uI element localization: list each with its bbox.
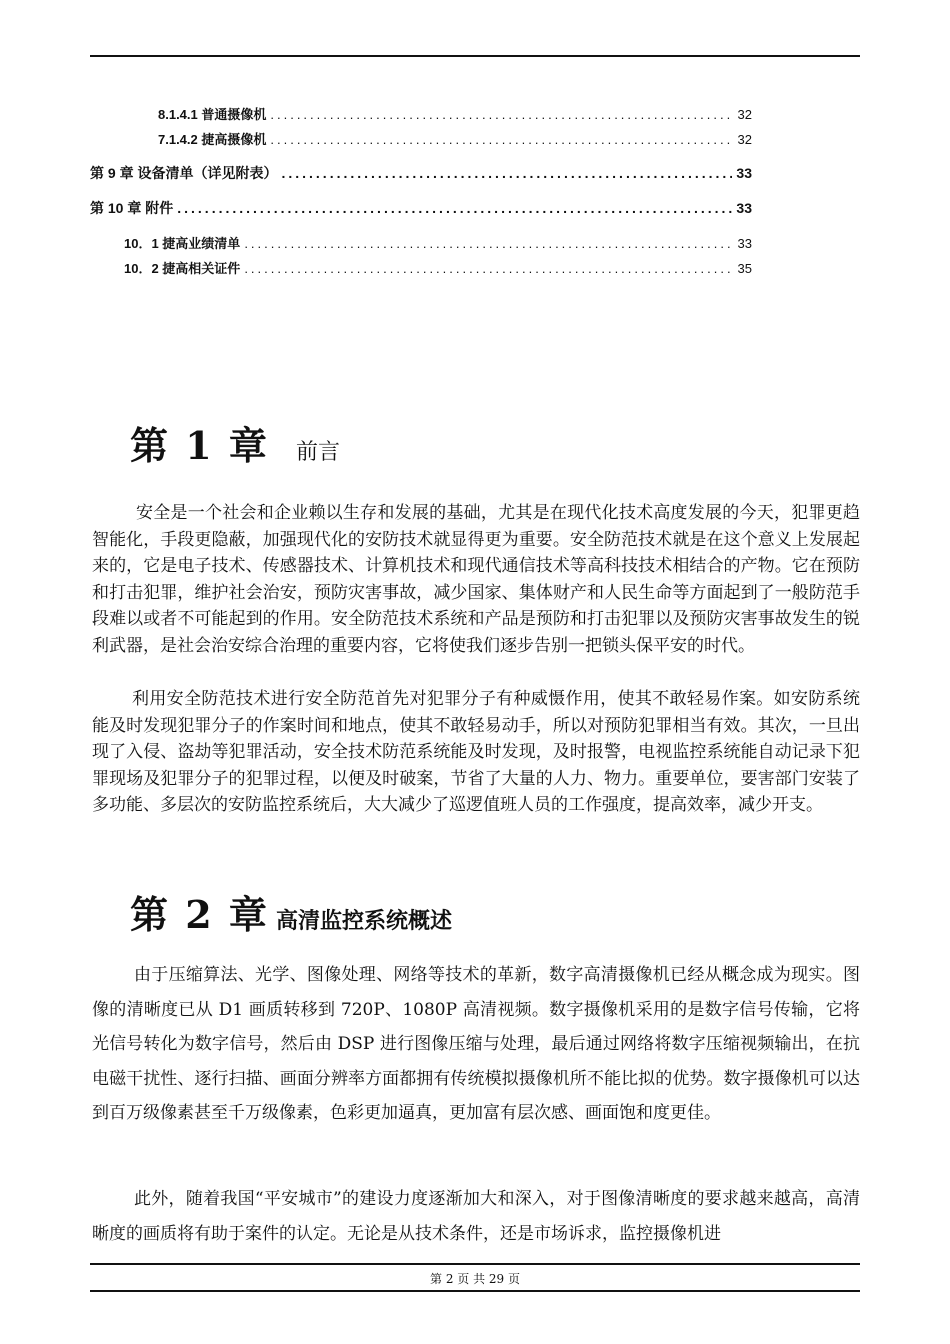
- toc-leader-dots: [270, 132, 733, 147]
- toc-entry-page: 33: [737, 236, 752, 251]
- toc-entry[interactable]: [124, 258, 752, 277]
- footer-rule: [90, 1263, 860, 1265]
- chapter-2-paragraph-2: 此外，随着我国“平安城市”的建设力度逐渐加大和深入，对于图像清晰度的要求越来越高，高清晰度的画质将有助于案件的认定。无论是从技术条件，还是市场诉求，监控摄像机进: [92, 1189, 860, 1244]
- toc-entry-page: 33: [736, 165, 752, 181]
- toc-entry-page: 32: [737, 107, 752, 122]
- chapter-1-heading: [130, 415, 340, 470]
- toc-entry-title: 10．2 捷高相关证件: [124, 261, 241, 276]
- toc-leader-dots: [244, 236, 733, 251]
- toc-entry-title: 8.1.4.1 普通摄像机: [158, 107, 267, 122]
- toc-entry-page: 32: [737, 132, 752, 147]
- toc-entry[interactable]: [124, 233, 752, 252]
- toc-entry-title: 10．1 捷高业绩清单: [124, 236, 241, 251]
- chapter-title: 高清监控系统概述: [276, 909, 453, 934]
- chapter-2-heading: [130, 884, 452, 939]
- chapter-2-paragraph-1: 由于压缩算法、光学、图像处理、网络等技术的革新，数字高清摄像机已经从概念成为现实。图像的清晰度已从 D1 画质转移到 720P、1080P 高清视频。数字摄像机采用的是数字信号传输，它将光信号转化为数字信号，然后由 DSP 进行图像压缩与处理，最后通过网络将数字压缩视频输出，在抗电磁干扰性、逐行扫描、画面分辨率方面都拥有传统模拟摄像机所不能比拟的优势。数字摄像机可以达到百万级像素甚至千万级像素，色彩更加逼真，更加富有层次感、画面饱和度更佳。: [92, 965, 860, 1123]
- toc-entry[interactable]: [90, 198, 752, 218]
- toc-entry[interactable]: [90, 163, 752, 183]
- header-rule: [90, 55, 860, 57]
- toc-entry-title: 7.1.4.2 捷高摄像机: [158, 132, 267, 147]
- toc-entry-title: 第 9 章 设备清单（详见附表）: [90, 165, 278, 181]
- bottom-rule: [90, 1290, 860, 1292]
- chapter-1-paragraph-1: 安全是一个社会和企业赖以生存和发展的基础，尤其是在现代化技术高度发展的今天，犯罪更趋智能化，手段更隐蔽，加强现代化的安防技术就显得更为重要。安全防范技术就是在这个意义上发展起来的，它是电子技术、传感器技术、计算机技术和现代通信技术等高科技技术相结合的产物。它在预防和打击犯罪，维护社会治安，预防灾害事故，减少国家、集体财产和人民生命等方面起到了一般防范手段难以或者不可能起到的作用。安全防范技术系统和产品是预防和打击犯罪以及预防灾害事故发生的锐利武器，是社会治安综合治理的重要内容，它将使我们逐步告别一把锁头保平安的时代。: [92, 503, 860, 656]
- toc-leader-dots: [244, 261, 733, 276]
- toc-leader-dots: [281, 165, 732, 181]
- toc-entry-page: 35: [737, 261, 752, 276]
- toc-entry-title: 第 10 章 附件: [90, 200, 174, 216]
- toc-entry-page: 33: [736, 200, 752, 216]
- chapter-title: 前言: [296, 440, 341, 465]
- toc-leader-dots: [270, 107, 733, 122]
- toc-leader-dots: [177, 200, 732, 216]
- page-number: 第 2 页 共 29 页: [430, 1272, 520, 1286]
- chapter-number: 第 2 章: [130, 892, 269, 937]
- toc-entry[interactable]: [158, 129, 752, 148]
- toc-entry[interactable]: [158, 104, 752, 123]
- chapter-1-paragraph-2: 利用安全防范技术进行安全防范首先对犯罪分子有种威慑作用，使其不敢轻易作案。如安防系统能及时发现犯罪分子的作案时间和地点，使其不敢轻易动手，所以对预防犯罪相当有效。其次，一旦出现了入侵、盗劫等犯罪活动，安全技术防范系统能及时发现，及时报警，电视监控系统能自动记录下犯罪现场及犯罪分子的犯罪过程，以便及时破案，节省了大量的人力、物力。重要单位，要害部门安装了多功能、多层次的安防监控系统后，大大减少了巡逻值班人员的工作强度，提高效率，减少开支。: [92, 689, 860, 815]
- chapter-number: 第 1 章: [130, 423, 269, 468]
